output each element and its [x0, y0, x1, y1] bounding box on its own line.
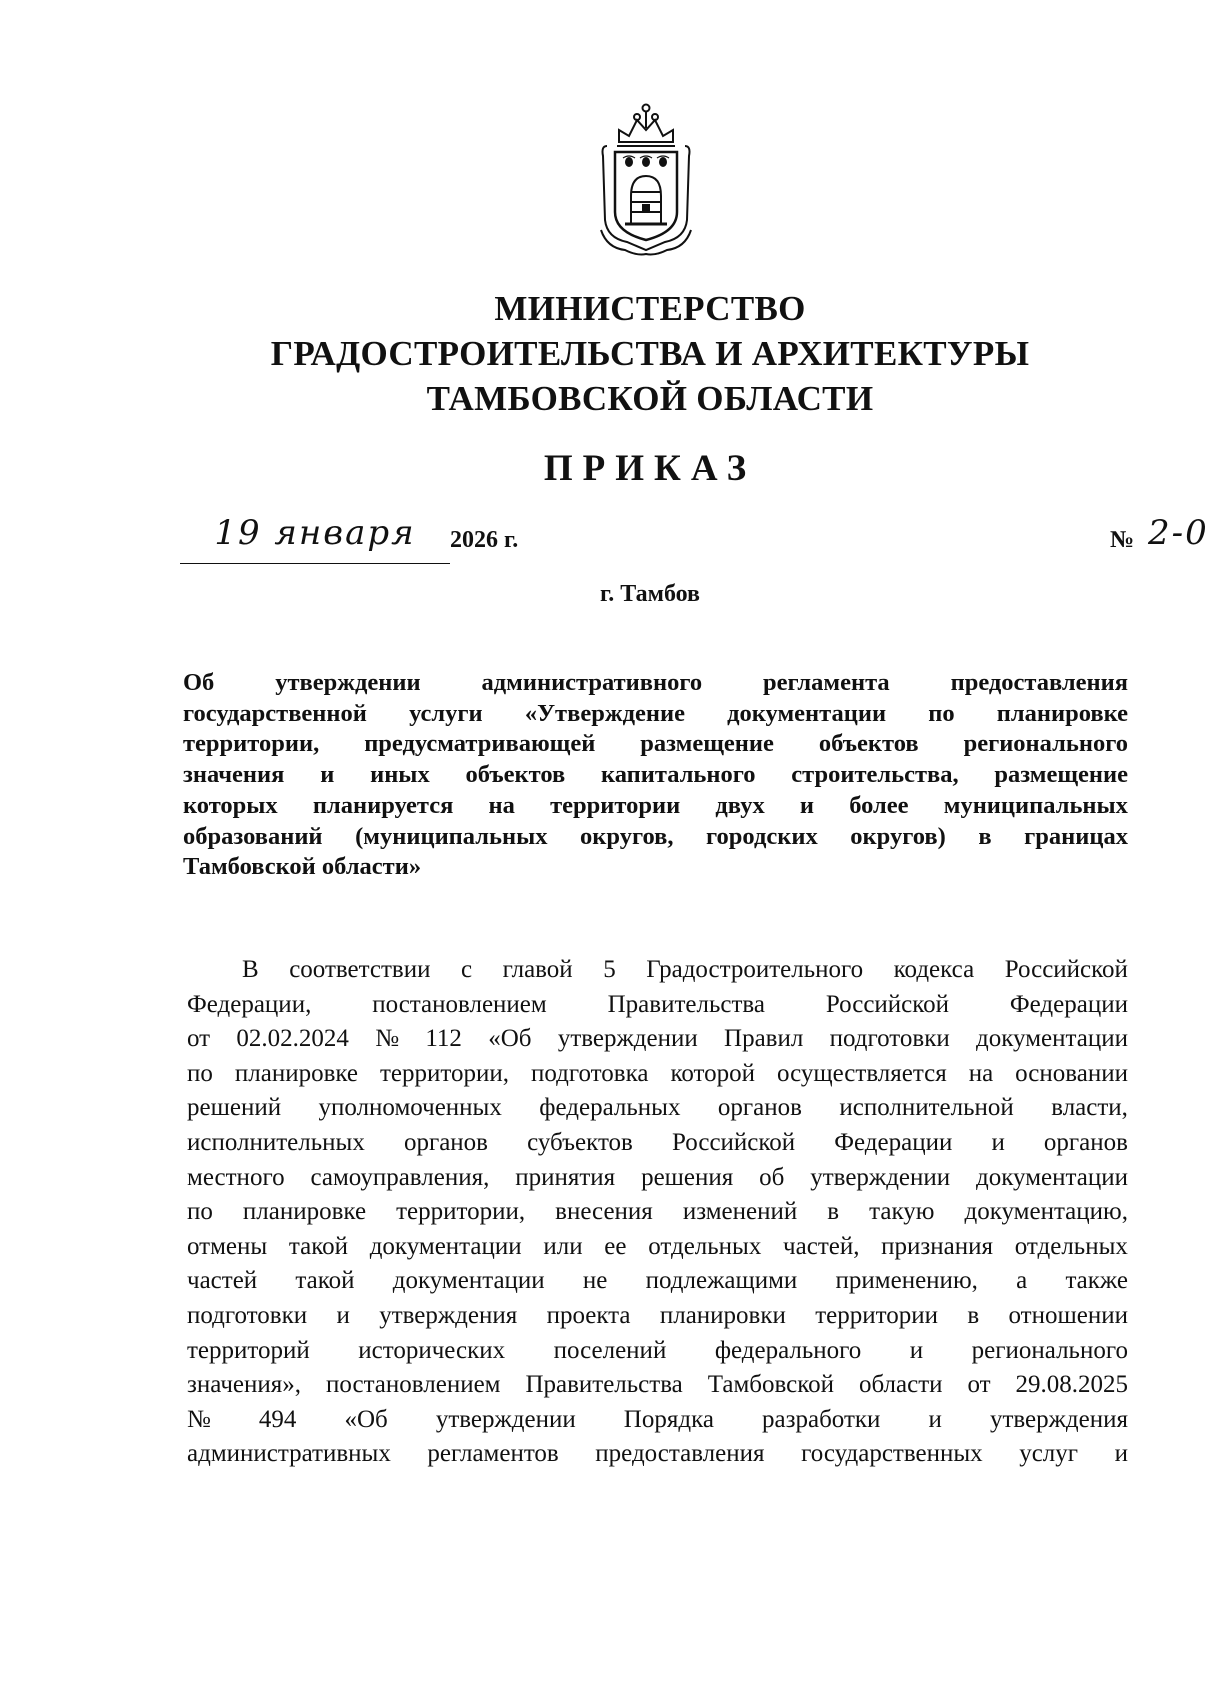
document-body: [187, 953, 1128, 1472]
body-line: значения», постановлением Правительства Тамбовской области от 29.08.2025: [187, 1371, 1128, 1399]
body-line: территорий исторических поселений федерального и регионального: [187, 1336, 1128, 1364]
body-line: № 494 «Об утверждении Порядка разработки и утверждения: [187, 1405, 1128, 1433]
document-year: 2026 г.: [450, 527, 519, 553]
body-line: подготовки и утверждения проекта планировки территории в отношении: [187, 1301, 1128, 1329]
subject-line: Тамбовской области»: [183, 853, 422, 881]
body-line: частей такой документации не подлежащими применению, а также: [187, 1267, 1128, 1295]
number-label: №: [1110, 527, 1135, 553]
subject-line: территории, предусматривающей размещение объектов регионального: [183, 730, 1128, 758]
ministry-title-line-3: ТАМБОВСКОЙ ОБЛАСТИ: [426, 379, 874, 418]
body-line: решений уполномоченных федеральных органов исполнительной власти,: [187, 1094, 1128, 1122]
ministry-title: [150, 286, 1150, 421]
date-number-line: [180, 513, 1209, 563]
subject-line: образований (муниципальных округов, городских округов) в границах: [183, 822, 1128, 850]
coat-of-arms-icon: [597, 100, 695, 258]
subject-line: значения и иных объектов капитального строительства, размещение: [183, 761, 1128, 789]
body-line: от 02.02.2024 № 112 «Об утверждении Правил подготовки документации: [187, 1025, 1128, 1053]
ministry-title-line-2: ГРАДОСТРОИТЕЛЬСТВА И АРХИТЕКТУРЫ: [270, 334, 1030, 373]
subject-line: Об утверждении административного регламента предоставления: [183, 669, 1128, 696]
body-line: В соответствии с главой 5 Градостроительного кодекса Российской: [242, 956, 1128, 983]
city-line: г. Тамбов: [600, 581, 700, 607]
document-subject: [183, 668, 1128, 883]
ministry-title-line-1: МИНИСТЕРСТВО: [494, 289, 806, 328]
handwritten-date: 19 января: [180, 513, 450, 564]
subject-line: государственной услуги «Утверждение документации по планировке: [183, 699, 1128, 727]
body-line: административных регламентов предоставления государственных услуг и: [187, 1440, 1128, 1468]
document-type: ПРИКАЗ: [543, 448, 757, 489]
handwritten-number: 2-0: [1148, 513, 1209, 553]
body-line: местного самоуправления, принятия решения об утверждении документации: [187, 1163, 1128, 1191]
body-line: по планировке территории, подготовка которой осуществляется на основании: [187, 1059, 1128, 1087]
body-line: Федерации, постановлением Правительства Российской Федерации: [187, 990, 1128, 1018]
subject-line: которых планируется на территории двух и более муниципальных: [183, 791, 1128, 819]
body-line: отмены такой документации или ее отдельных частей, признания отдельных: [187, 1232, 1128, 1260]
body-line: по планировке территории, внесения изменений в такую документацию,: [187, 1198, 1128, 1226]
body-line: исполнительных органов субъектов Российской Федерации и органов: [187, 1128, 1128, 1156]
